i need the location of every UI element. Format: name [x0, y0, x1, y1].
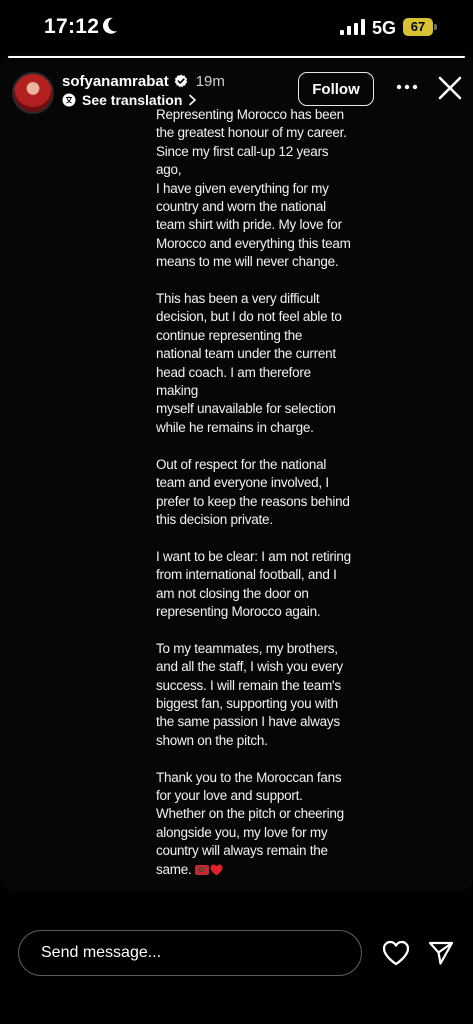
- story-paragraph: I want to be clear: I am not retiring from international football, and I am not closing the door on representing Morocco again.: [156, 548, 351, 619]
- story-paragraph: Out of respect for the national team and everyone involved, I prefer to keep the reasons behind this decision private.: [156, 456, 350, 527]
- status-time: 17:12: [44, 15, 100, 38]
- send-message-input[interactable]: [18, 930, 362, 976]
- close-icon[interactable]: [438, 76, 462, 100]
- send-icon[interactable]: [428, 940, 454, 966]
- story-card[interactable]: [0, 52, 473, 892]
- post-time: 19m: [195, 72, 225, 90]
- battery-tip: [434, 24, 437, 30]
- story-paragraph-text: Thank you to the Moroccan fans for your love and support. Whether on the pitch or cheering alongside you, my love for my country will always remain the same.: [156, 769, 344, 877]
- follow-button[interactable]: Follow: [298, 72, 374, 106]
- story-paragraph-last: [156, 769, 356, 879]
- story-progress-bar: [8, 56, 465, 58]
- story-paragraph: Representing Morocco has been the greatest honour of my career. Since my first call-up 12 years ago, I have given everything for my country and worn the national team shirt with pride. My love for Morocco and everything this team means to me will never change.: [156, 107, 351, 270]
- see-translation-label: See translation: [82, 92, 183, 108]
- moon-icon: [102, 17, 118, 35]
- verified-icon: [174, 74, 188, 88]
- more-icon[interactable]: [396, 83, 418, 91]
- signal-icon: [340, 19, 366, 35]
- avatar[interactable]: [12, 72, 54, 114]
- network-label: 5G: [372, 18, 397, 38]
- story-paragraph: This has been a very difficult decision, but I do not feel able to continue representing the national team under the current head coach. I am therefore making myself unavailable for selection while he remains in charge.: [156, 291, 342, 435]
- reply-bar: [0, 892, 473, 1024]
- morocco-flag-emoji: [195, 865, 209, 875]
- chevron-right-icon: [188, 94, 197, 106]
- story-progress-fill: [8, 56, 465, 58]
- story-paragraph: To my teammates, my brothers, and all the staff, I wish you every success. I will remain the team's biggest fan, supporting you with the same passion I have always shown on the pitch.: [156, 640, 343, 748]
- battery-level: 67: [403, 18, 433, 36]
- story-header: [62, 70, 225, 92]
- red-heart-emoji-icon: [210, 864, 223, 876]
- battery-indicator: [403, 18, 437, 36]
- translate-icon: [62, 93, 76, 107]
- story-text: [156, 106, 356, 892]
- username[interactable]: sofyanamrabat: [62, 72, 169, 90]
- status-bar: [0, 0, 473, 56]
- heart-icon[interactable]: [382, 940, 410, 966]
